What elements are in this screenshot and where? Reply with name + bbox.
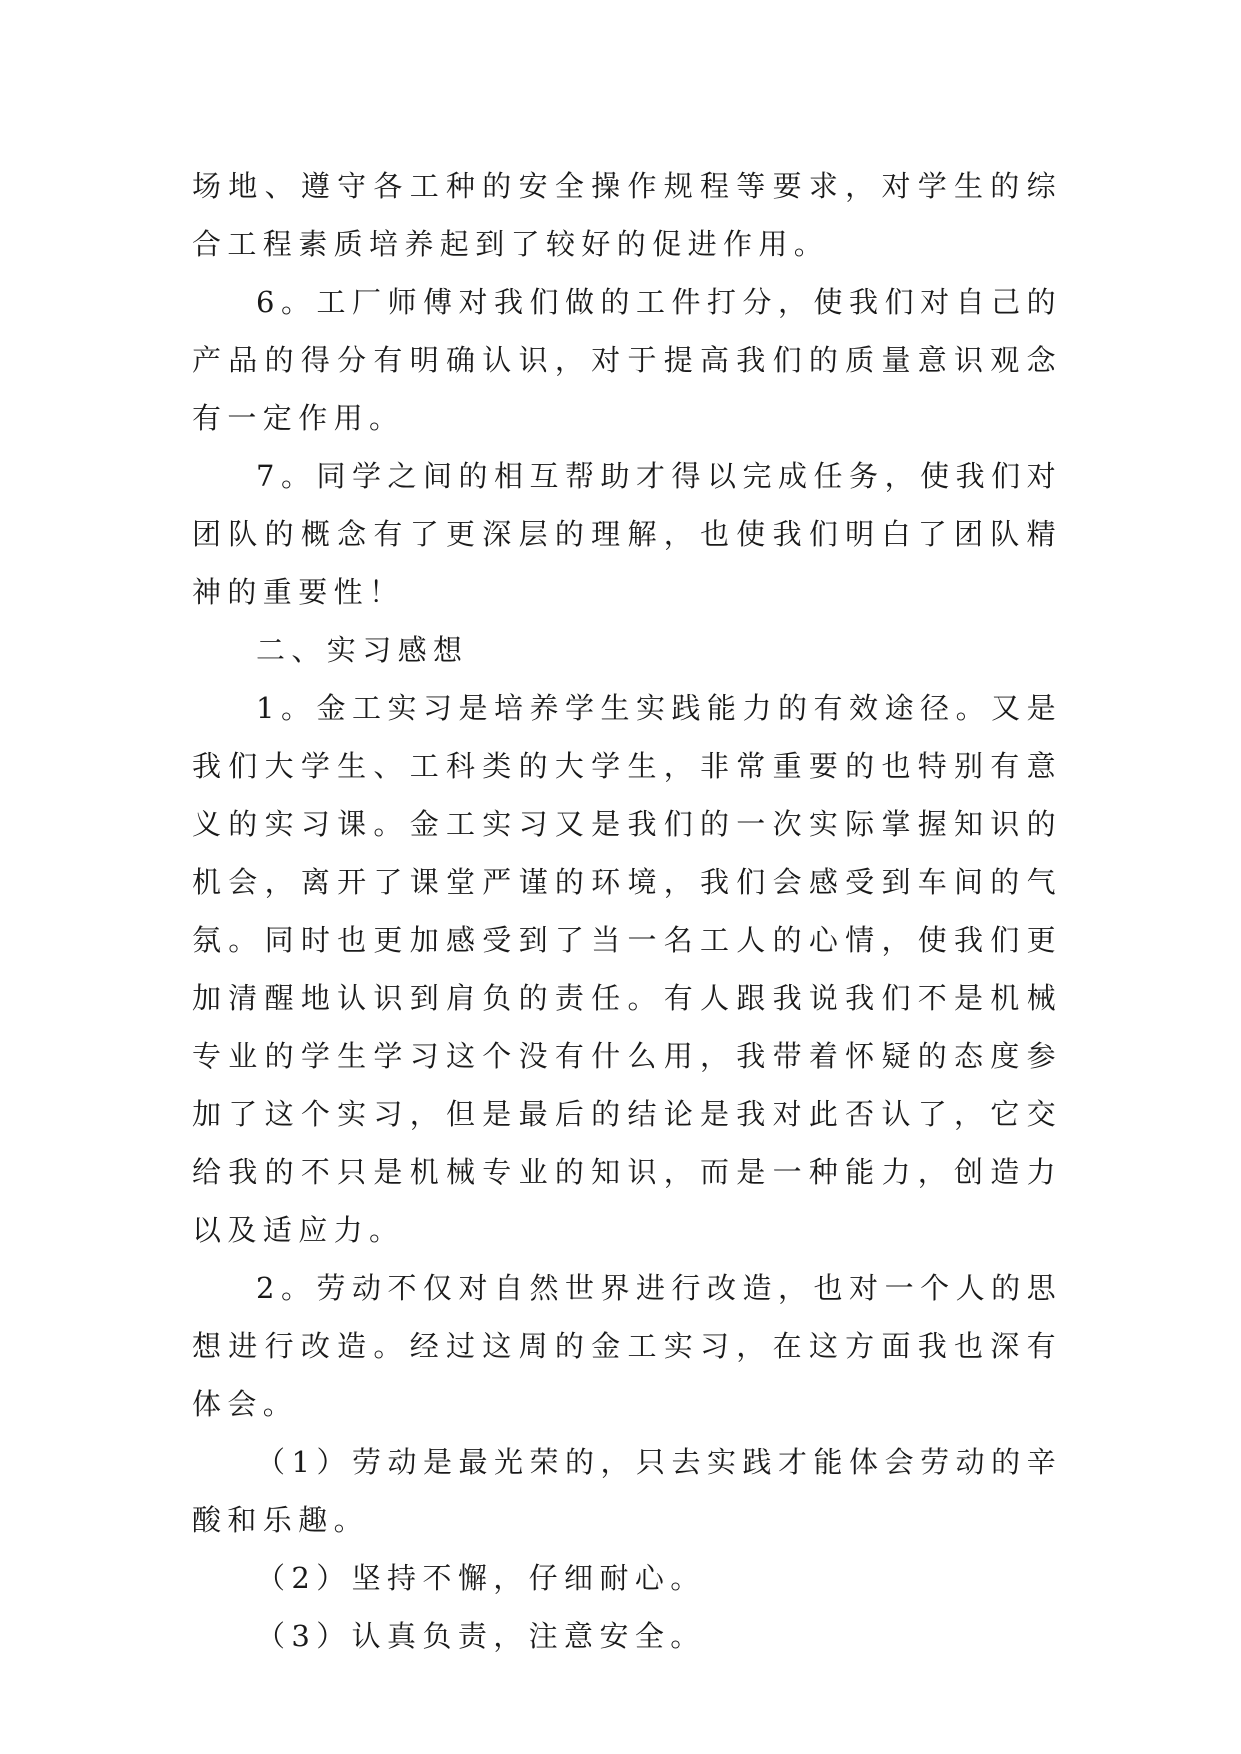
- list-item-2: （2）坚持不懈，仔细耐心。: [256, 1561, 706, 1595]
- document-body: [192, 157, 1062, 1665]
- paragraph-3: 7。同学之间的相互帮助才得以完成任务，使我们对团队的概念有了更深层的理解，也使我们明白了团队精神的重要性！: [192, 459, 1062, 609]
- paragraph-2: 6。工厂师傅对我们做的工件打分，使我们对自己的产品的得分有明确认识，对于提高我们的质量意识观念有一定作用。: [192, 285, 1062, 435]
- paragraph-1: 场地、遵守各工种的安全操作规程等要求，对学生的综合工程素质培养起到了较好的促进作用。: [192, 169, 1062, 261]
- paragraph-5: 1。金工实习是培养学生实践能力的有效途径。又是我们大学生、工科类的大学生，非常重要的也特别有意义的实习课。金工实习又是我们的一次实际掌握知识的机会，离开了课堂严谨的环境，我们会感受到车间的气氛。同时也更加感受到了当一名工人的心情，使我们更加清醒地认识到肩负的责任。有人跟我说我们不是机械专业的学生学习这个没有什么用，我带着怀疑的态度参加了这个实习，但是最后的结论是我对此否认了，它交给我的不只是机械专业的知识，而是一种能力，创造力以及适应力。: [192, 691, 1062, 1247]
- section-heading: 二、实习感想: [256, 633, 469, 667]
- list-item-1: （1）劳动是最光荣的，只去实践才能体会劳动的辛酸和乐趣。: [192, 1445, 1062, 1537]
- paragraph-6: 2。劳动不仅对自然世界进行改造，也对一个人的思想进行改造。经过这周的金工实习，在这方面我也深有体会。: [192, 1271, 1062, 1421]
- list-item-3: （3）认真负责，注意安全。: [256, 1619, 706, 1653]
